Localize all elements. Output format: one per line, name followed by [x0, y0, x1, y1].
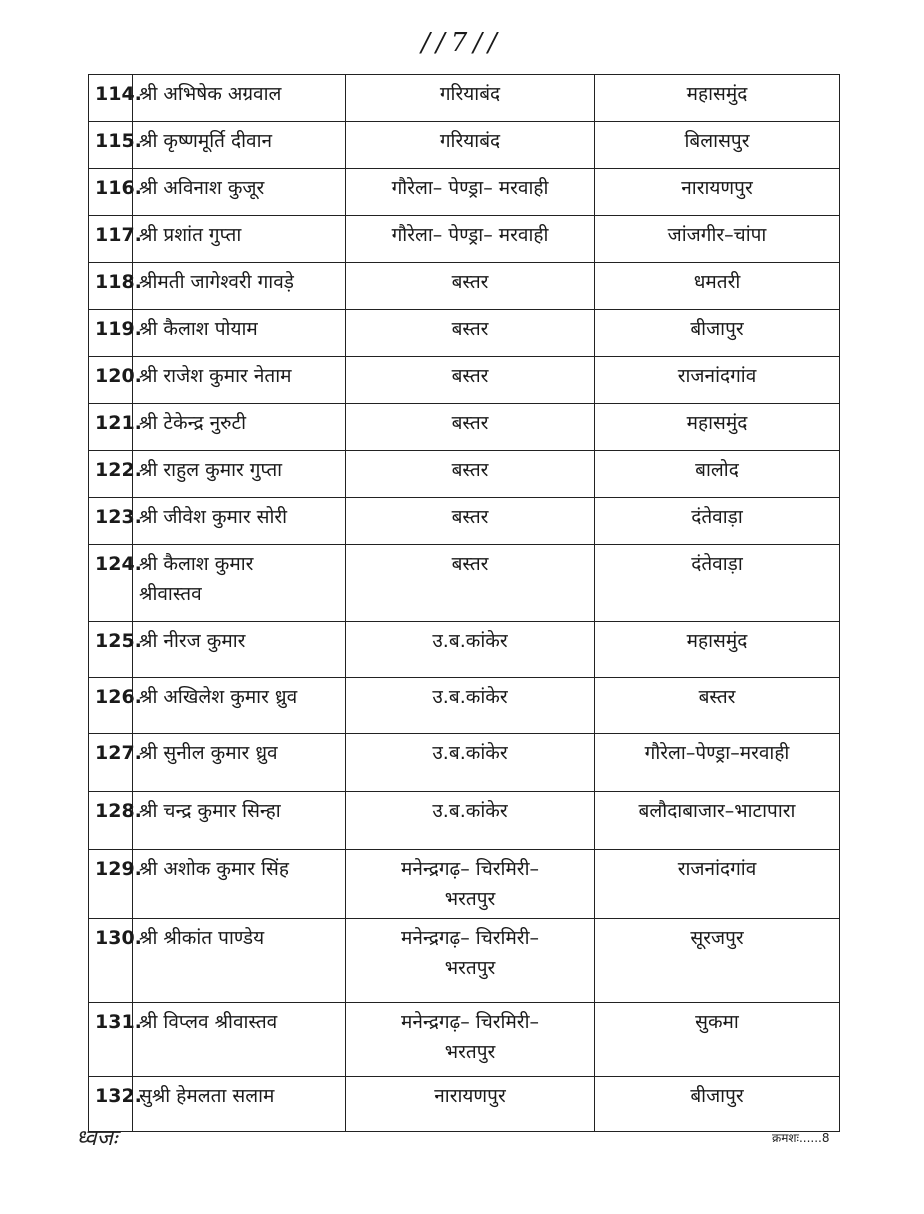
new-posting: बीजापुर	[595, 1077, 840, 1132]
current-posting	[346, 545, 595, 622]
officer-name-line: श्री अखिलेश कुमार ध्रुव	[139, 686, 298, 708]
serial-number: 128.	[89, 792, 133, 850]
new-posting: महासमुंद	[595, 75, 840, 122]
serial-number: 123.	[89, 498, 133, 545]
current-posting-line: भरतपुर	[444, 957, 496, 979]
current-posting	[346, 734, 595, 792]
current-posting	[346, 357, 595, 404]
officer-name	[133, 1003, 346, 1077]
new-posting: राजनांदगांव	[595, 850, 840, 919]
current-posting-line: गरियाबंद	[439, 130, 501, 152]
officer-name-line: श्री अशोक कुमार सिंह	[139, 858, 289, 880]
current-posting-line: बस्तर	[451, 506, 489, 528]
officer-name-line: श्री राजेश कुमार नेताम	[139, 365, 292, 387]
new-posting: दंतेवाड़ा	[595, 498, 840, 545]
current-posting-line: उ.ब.कांकेर	[432, 630, 508, 652]
new-posting: गौरेला–पेण्ड्रा–मरवाही	[595, 734, 840, 792]
officer-name-line: श्री प्रशांत गुप्ता	[139, 224, 242, 246]
serial-number: 120.	[89, 357, 133, 404]
current-posting	[346, 310, 595, 357]
new-posting: बलौदाबाजार–भाटापारा	[595, 792, 840, 850]
officer-name	[133, 122, 346, 169]
table-row	[89, 850, 840, 919]
officer-name-line: सुश्री हेमलता सलाम	[139, 1085, 275, 1107]
current-posting	[346, 75, 595, 122]
table-row	[89, 451, 840, 498]
table-row	[89, 263, 840, 310]
serial-number: 115.	[89, 122, 133, 169]
current-posting	[346, 919, 595, 1003]
current-posting	[346, 498, 595, 545]
officer-name-line: श्री जीवेश कुमार सोरी	[139, 506, 288, 528]
new-posting: बिलासपुर	[595, 122, 840, 169]
serial-number: 132.	[89, 1077, 133, 1132]
officer-name-line: श्रीमती जागेश्वरी गावड़े	[139, 271, 294, 293]
new-posting: महासमुंद	[595, 622, 840, 678]
serial-number: 118.	[89, 263, 133, 310]
officer-name	[133, 678, 346, 734]
officer-name	[133, 357, 346, 404]
transfer-table	[88, 74, 840, 1132]
new-posting: बस्तर	[595, 678, 840, 734]
officer-name	[133, 404, 346, 451]
officer-name	[133, 1077, 346, 1132]
new-posting: बीजापुर	[595, 310, 840, 357]
continue-note: क्रमशः......8	[772, 1131, 830, 1145]
officer-name-line: श्री अभिषेक अग्रवाल	[139, 83, 282, 105]
serial-number: 121.	[89, 404, 133, 451]
officer-name	[133, 850, 346, 919]
new-posting: धमतरी	[595, 263, 840, 310]
table-row	[89, 622, 840, 678]
officer-name	[133, 792, 346, 850]
serial-number: 116.	[89, 169, 133, 216]
serial-number: 124.	[89, 545, 133, 622]
serial-number: 130.	[89, 919, 133, 1003]
current-posting	[346, 404, 595, 451]
current-posting	[346, 678, 595, 734]
current-posting	[346, 622, 595, 678]
current-posting	[346, 122, 595, 169]
officer-name	[133, 919, 346, 1003]
current-posting-line: बस्तर	[451, 412, 489, 434]
current-posting-line: भरतपुर	[444, 888, 496, 910]
officer-name-line: श्री नीरज कुमार	[139, 630, 246, 652]
officer-name	[133, 734, 346, 792]
table-row	[89, 545, 840, 622]
current-posting-line: भरतपुर	[444, 1041, 496, 1063]
new-posting: सुकमा	[595, 1003, 840, 1077]
officer-name-line: श्री सुनील कुमार ध्रुव	[139, 742, 278, 764]
current-posting	[346, 1077, 595, 1132]
current-posting	[346, 169, 595, 216]
current-posting-line: बस्तर	[451, 318, 489, 340]
current-posting-line: उ.ब.कांकेर	[432, 800, 508, 822]
serial-number: 117.	[89, 216, 133, 263]
officer-name	[133, 545, 346, 622]
new-posting: जांजगीर–चांपा	[595, 216, 840, 263]
officer-name	[133, 263, 346, 310]
current-posting-line: गौरेला– पेण्ड्रा– मरवाही	[391, 177, 549, 199]
new-posting: महासमुंद	[595, 404, 840, 451]
signature-mark: ध्वजः	[76, 1126, 118, 1151]
table-row	[89, 734, 840, 792]
table-row	[89, 169, 840, 216]
new-posting: राजनांदगांव	[595, 357, 840, 404]
serial-number: 131.	[89, 1003, 133, 1077]
current-posting-line: बस्तर	[451, 459, 489, 481]
table-row	[89, 310, 840, 357]
officer-name	[133, 451, 346, 498]
current-posting-line: मनेन्द्रगढ़– चिरमिरी–	[400, 1011, 540, 1033]
serial-number: 125.	[89, 622, 133, 678]
current-posting-line: गौरेला– पेण्ड्रा– मरवाही	[391, 224, 549, 246]
serial-number: 119.	[89, 310, 133, 357]
page-number: //7//	[421, 28, 503, 58]
current-posting-line: बस्तर	[451, 271, 489, 293]
officer-name	[133, 75, 346, 122]
table-body	[89, 75, 840, 1132]
current-posting-line: मनेन्द्रगढ़– चिरमिरी–	[400, 927, 540, 949]
current-posting-line: उ.ब.कांकेर	[432, 742, 508, 764]
current-posting	[346, 850, 595, 919]
officer-name-line: श्री टेकेन्द्र नुरुटी	[139, 412, 246, 434]
table-row	[89, 792, 840, 850]
officer-name-line: श्री कृष्णमूर्ति दीवान	[139, 130, 273, 152]
current-posting	[346, 451, 595, 498]
table-row	[89, 404, 840, 451]
new-posting: नारायणपुर	[595, 169, 840, 216]
table-row	[89, 75, 840, 122]
officer-name	[133, 310, 346, 357]
serial-number: 126.	[89, 678, 133, 734]
table-row	[89, 498, 840, 545]
current-posting-line: मनेन्द्रगढ़– चिरमिरी–	[400, 858, 540, 880]
officer-name-line: श्री अविनाश कुजूर	[139, 177, 265, 199]
table-row	[89, 357, 840, 404]
current-posting	[346, 263, 595, 310]
officer-name	[133, 216, 346, 263]
current-posting	[346, 1003, 595, 1077]
new-posting: सूरजपुर	[595, 919, 840, 1003]
current-posting-line: नारायणपुर	[434, 1085, 506, 1107]
officer-name-line: श्री कैलाश कुमार	[139, 553, 254, 575]
officer-name-line: श्री चन्द्र कुमार सिन्हा	[139, 800, 281, 822]
serial-number: 127.	[89, 734, 133, 792]
officer-name-line: श्री कैलाश पोयाम	[139, 318, 258, 340]
current-posting-line: गरियाबंद	[439, 83, 501, 105]
table-row	[89, 1077, 840, 1132]
serial-number: 114.	[89, 75, 133, 122]
officer-name	[133, 169, 346, 216]
current-posting-line: बस्तर	[451, 553, 489, 575]
current-posting-line: बस्तर	[451, 365, 489, 387]
table-row	[89, 1003, 840, 1077]
officer-name-line: श्री श्रीकांत पाण्डेय	[139, 927, 265, 949]
serial-number: 122.	[89, 451, 133, 498]
table-row	[89, 919, 840, 1003]
new-posting: बालोद	[595, 451, 840, 498]
officer-name-line: श्री राहुल कुमार गुप्ता	[139, 459, 283, 481]
officer-name-line: श्री विप्लव श्रीवास्तव	[139, 1011, 278, 1033]
table-row	[89, 678, 840, 734]
table-row	[89, 216, 840, 263]
officer-name	[133, 622, 346, 678]
serial-number: 129.	[89, 850, 133, 919]
table-row	[89, 122, 840, 169]
current-posting-line: उ.ब.कांकेर	[432, 686, 508, 708]
current-posting	[346, 792, 595, 850]
officer-name-line: श्रीवास्तव	[139, 583, 202, 605]
officer-name	[133, 498, 346, 545]
new-posting: दंतेवाड़ा	[595, 545, 840, 622]
current-posting	[346, 216, 595, 263]
